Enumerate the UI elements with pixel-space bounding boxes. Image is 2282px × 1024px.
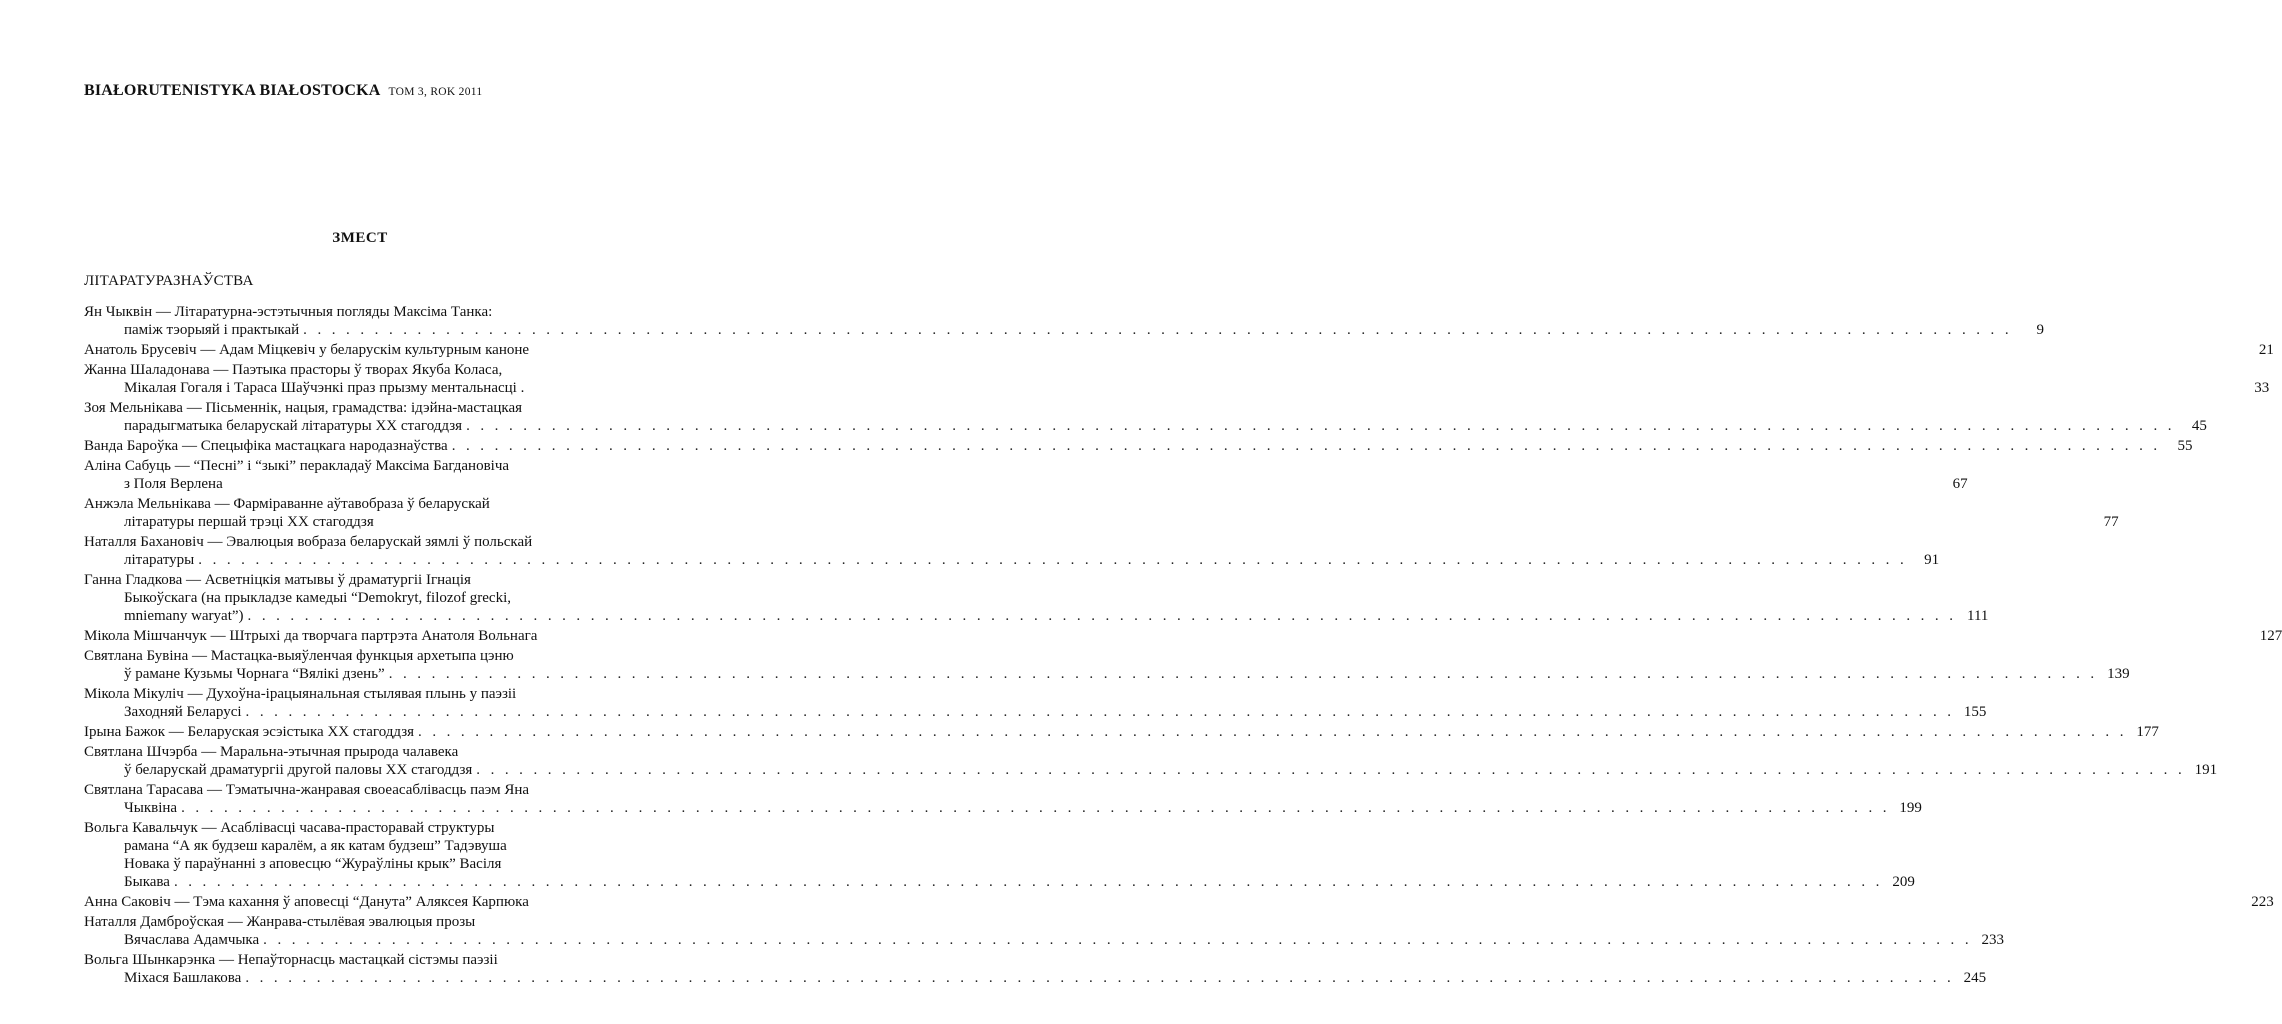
toc-entry[interactable] <box>84 437 2193 455</box>
entry-text: Быкава <box>124 874 170 890</box>
entry-text: Мікалая Гогаля і Тараса Шаўчэнкі праз прызму ментальнасці . <box>124 380 525 396</box>
entry-title-line <box>84 685 632 703</box>
entry-continuation-line <box>84 855 632 873</box>
table-of-contents <box>84 303 2282 989</box>
page-number: 191 <box>2194 762 2218 778</box>
entry-text: Быкоўскага (на прыкладзе камедыі “Demokryt, filozof grecki, <box>124 590 512 606</box>
toc-entry[interactable] <box>84 819 1915 891</box>
entry-text: паміж тэорыяй і практыкай <box>124 322 300 338</box>
entry-title-line <box>84 341 2274 359</box>
dot-leader: . . . . . . . . . . . . . . . . . . . . . . . . . . . . . . . . . . . . . . . . . . . . . . . . . . . . . . . . . . . . . . . . . . . . . . . . . . . . . . . . . . . . . . . . . . . . . . . . . . . . . . . . . . . . . . . . . . . . . . . . <box>247 608 1957 624</box>
entry-title-line <box>84 533 632 551</box>
entry-text: Вольга Кавальчук — Асаблівасці часава-прасторавай структуры <box>84 820 495 836</box>
entry-continuation-line <box>84 551 1940 569</box>
dot-leader: . . . . . . . . . . . . . . . . . . . . . . . . . . . . . . . . . . . . . . . . . . . . . . . . . . . . . . . . . . . . . . . . . . . . . . . . . . . . . . . . . . . . . . . . . . . . . . . . . . . . . . . . . . . . . . . . . . . . . . . . <box>173 874 1883 890</box>
entry-text: Святлана Шчэрба — Маральна-этычная прырода чалавека <box>84 744 459 760</box>
dot-leader: . . . . . . . . . . . . . . . . . . . . . . . . . . . . . . . . . . . . . . . . . . . . . . . . . . . . . . . . . . . . . . . . . . . . . . . . . . . . . . . . . . . . . . . . . . . . . . . . . . . . . . . . . . . . . . . . . . . . . . . . <box>263 932 1973 948</box>
running-header <box>84 82 482 100</box>
entry-continuation-line <box>84 969 1987 987</box>
toc-entry[interactable] <box>84 303 2045 339</box>
page-number: 139 <box>2107 666 2130 682</box>
page-number: 177 <box>2136 724 2159 740</box>
toc-entry[interactable] <box>84 341 2274 359</box>
page-number: 111 <box>1967 608 1989 624</box>
entry-continuation-line <box>84 873 1915 891</box>
page-number: 91 <box>1924 552 1940 568</box>
entry-continuation-line <box>84 513 2119 531</box>
entry-continuation-line <box>84 475 1968 493</box>
page-number: 9 <box>2036 322 2045 338</box>
section-heading: ЛІТАРАТУРАЗНАЎСТВА <box>84 273 254 289</box>
page-number: 77 <box>2103 514 2119 530</box>
entry-text: Ганна Гладкова — Асветніцкія матывы ў драматургіі Ігнація <box>84 572 471 588</box>
dot-leader: . . . . . . . . . . . . . . . . . . . . . . . . . . . . . . . . . . . . . . . . . . . . . . . . . . . . . . . . . . . . . . . . . . . . . . . . . . . . . . . . . . . . . . . . . . . . . . . . . . . . . . . . . . . . . . . . . . . . . . . . <box>418 724 2127 740</box>
page-number: 21 <box>2258 342 2274 358</box>
entry-text: парадыгматыка беларускай літаратуры ХХ стагоддзя <box>124 418 463 434</box>
toc-entry[interactable] <box>84 533 1940 569</box>
entry-text: mniemany waryat”) <box>124 608 244 624</box>
page-number: 55 <box>2177 438 2193 454</box>
toc-entry[interactable] <box>84 951 1987 987</box>
page-number: 45 <box>2191 418 2207 434</box>
entry-continuation-line <box>84 665 2130 683</box>
entry-text: Ванда Бароўка — Спецыфіка мастацкага народазнаўства <box>84 438 448 454</box>
entry-title-line <box>84 893 2274 911</box>
entry-text: Ян Чыквін — Літаратурна-эстэтычныя погляды Максіма Танка: <box>84 304 493 320</box>
toc-entry[interactable] <box>84 399 2207 435</box>
entry-text: Анна Саковіч — Тэма кахання ў аповесці “Данута” Аляксея Карпюка <box>84 894 529 910</box>
entry-continuation-line <box>84 761 2218 779</box>
entry-text: Міхася Башлакова <box>124 970 242 986</box>
toc-entry[interactable] <box>84 495 2119 531</box>
entry-continuation-line <box>84 379 2270 397</box>
toc-entry[interactable] <box>84 743 2218 779</box>
entry-text: Наталля Бахановіч — Эвалюцыя вобраза беларускай зямлі ў польскай <box>84 534 533 550</box>
entry-text: з Поля Верлена <box>124 476 223 492</box>
page-number: 199 <box>1899 800 1922 816</box>
entry-text: ў беларускай драматургіі другой паловы ХХ стагоддзя <box>124 762 473 778</box>
toc-entry[interactable] <box>84 627 2282 645</box>
entry-text: Вольга Шынкарэнка — Непаўторнасць мастацкай сістэмы паэзіі <box>84 952 498 968</box>
entry-text: Анатоль Брусевіч — Адам Міцкевіч у беларускім культурным каноне <box>84 342 530 358</box>
journal-title: BIAŁORUTENISTYKA BIAŁOSTOCKA <box>84 82 381 99</box>
entry-text: Вячаслава Адамчыка <box>124 932 260 948</box>
toc-entry[interactable] <box>84 685 1987 721</box>
entry-title-line <box>84 627 2282 645</box>
page-number: 127 <box>2259 628 2282 644</box>
dot-leader: . . . . . . . . . . . . . . . . . . . . . . . . . . . . . . . . . . . . . . . . . . . . . . . . . . . . . . . . . . . . . . . . . . . . . . . . . . . . . . . . . . . . . . . . . . . . . . . . . . . . . . . . . . . . . . . . . . . . . . . . <box>181 800 1890 816</box>
entry-text: Святлана Бувіна — Мастацка-выяўленчая функцыя архетыпа цэню <box>84 648 514 664</box>
toc-entry[interactable] <box>84 723 2159 741</box>
entry-text: Чыквіна <box>124 800 178 816</box>
page-number: 33 <box>2254 380 2270 396</box>
entry-continuation-line <box>84 837 632 855</box>
dot-leader: . . . . . . . . . . . . . . . . . . . . . . . . . . . . . . . . . . . . . . . . . . . . . . . . . . . . . . . . . . . . . . . . . . . . . . . . . . . . . . . . . . . . . . . . . . . . . . . . . . . . . . . . . . . . . . . . . . . . . . . . <box>451 438 2161 454</box>
entry-text: Зоя Мельнікава — Пісьменнік, нацыя, грамадства: ідэйна-мастацкая <box>84 400 523 416</box>
entry-text: Анжэла Мельнікава — Фарміраванне аўтавобраза ў беларускай <box>84 496 490 512</box>
entry-continuation-line <box>84 607 1989 625</box>
entry-continuation-line <box>84 321 2045 339</box>
dot-leader: . . . . . . . . . . . . . . . . . . . . . . . . . . . . . . . . . . . . . . . . . . . . . . . . . . . . . . . . . . . . . . . . . . . . . . . . . . . . . . . . . . . . . . . . . . . . . . . . . . . . . . . . . . . . . . . . . . . . . . . . <box>466 418 2175 434</box>
dot-leader: . . . . . . . . . . . . . . . . . . . . . . . . . . . . . . . . . . . . . . . . . . . . . . . . . . . . . . . . . . . . . . . . . . . . . . . . . . . . . . . . . . . . . . . . . . . . . . . . . . . . . . . . . . . . . . . . . . . . . . . . <box>198 552 1908 568</box>
dot-leader: . . . . . . . . . . . . . . . . . . . . . . . . . . . . . . . . . . . . . . . . . . . . . . . . . . . . . . . . . . . . . . . . . . . . . . . . . . . . . . . . . . . . . . . . . . . . . . . . . . . . . . . . . . . . . . . . . . . . . . . . <box>476 762 2186 778</box>
entry-text: літаратуры <box>124 552 195 568</box>
entry-continuation-line <box>84 931 2005 949</box>
page-number: 233 <box>1981 932 2005 948</box>
entry-continuation-line <box>84 703 1987 721</box>
page-number: 67 <box>1952 476 1968 492</box>
entry-title-line <box>84 495 632 513</box>
entry-continuation-line <box>84 589 632 607</box>
entry-title-line <box>84 437 2193 455</box>
volume-info: TOM 3, ROK 2011 <box>388 86 483 98</box>
entry-title-line <box>84 361 632 379</box>
entry-title-line <box>84 723 2159 741</box>
toc-entry[interactable] <box>84 361 2270 397</box>
toc-entry[interactable] <box>84 457 1968 493</box>
entry-text: Аліна Сабуць — “Песні” і “зыкі” перакладаў Максіма Багдановіча <box>84 458 510 474</box>
entry-text: Жанна Шаладонава — Паэтыка прасторы ў творах Якуба Коласа, <box>84 362 503 378</box>
dot-leader: . . . . . . . . . . . . . . . . . . . . . . . . . . . . . . . . . . . . . . . . . . . . . . . . . . . . . . . . . . . . . . . . . . . . . . . . . . . . . . . . . . . . . . . . . . . . . . . . . . . . . . . . . . . . . . . . . . . . . . . . <box>303 322 2013 338</box>
page-number: 155 <box>1963 704 1987 720</box>
entry-text: Заходняй Беларусі <box>124 704 242 720</box>
dot-leader: . . . . . . . . . . . . . . . . . . . . . . . . . . . . . . . . . . . . . . . . . . . . . . . . . . . . . . . . . . . . . . . . . . . . . . . . . . . . . . . . . . . . . . . . . . . . . . . . . . . . . . . . . . . . . . . . . . . . . . . . <box>388 666 2098 682</box>
entry-text: Мікола Мішчанчук — Штрыхі да творчага партрэта Анатоля Вольнага <box>84 628 538 644</box>
entry-text: Наталля Дамброўская — Жанрава-стылёвая эвалюцыя прозы <box>84 914 476 930</box>
entry-title-line <box>84 571 632 589</box>
toc-entry[interactable] <box>84 571 1989 625</box>
entry-title-line <box>84 913 632 931</box>
entry-continuation-line <box>84 799 1922 817</box>
entry-text: ў рамане Кузьмы Чорнага “Вялікі дзень” <box>124 666 385 682</box>
entry-title-line <box>84 951 632 969</box>
entry-title-line <box>84 399 632 417</box>
toc-entry[interactable] <box>84 647 2130 683</box>
page-number: 245 <box>1963 970 1987 986</box>
entry-title-line <box>84 303 632 321</box>
entry-title-line <box>84 457 632 475</box>
page-title: ЗМЕСТ <box>332 230 388 246</box>
entry-text: літаратуры першай трэці ХХ стагоддзя <box>124 514 374 530</box>
toc-entry[interactable] <box>84 913 2005 949</box>
page-number: 223 <box>2251 894 2274 910</box>
entry-title-line <box>84 819 632 837</box>
entry-title-line <box>84 743 632 761</box>
toc-entry[interactable] <box>84 781 1922 817</box>
entry-title-line <box>84 781 632 799</box>
entry-text: рамана “А як будзеш каралём, а як катам будзеш” Тадэвуша <box>124 838 507 854</box>
entry-text: Святлана Тарасава — Тэматычна-жанравая своеасаблівасць паэм Яна <box>84 782 530 798</box>
entry-title-line <box>84 647 632 665</box>
entry-continuation-line <box>84 417 2207 435</box>
toc-entry[interactable] <box>84 893 2274 911</box>
entry-text: Мікола Мікуліч — Духоўна-ірацыянальная стылявая плынь у паэзіі <box>84 686 517 702</box>
entry-text: Ірына Бажок — Беларуская эсэістыка ХХ стагоддзя <box>84 724 415 740</box>
page-number: 209 <box>1892 874 1915 890</box>
dot-leader: . . . . . . . . . . . . . . . . . . . . . . . . . . . . . . . . . . . . . . . . . . . . . . . . . . . . . . . . . . . . . . . . . . . . . . . . . . . . . . . . . . . . . . . . . . . . . . . . . . . . . . . . . . . . . . . . . . . . . . . . <box>245 970 1955 986</box>
entry-text: Новака ў параўнанні з аповесцю “Жураўліны крык” Васіля <box>124 856 502 872</box>
dot-leader: . . . . . . . . . . . . . . . . . . . . . . . . . . . . . . . . . . . . . . . . . . . . . . . . . . . . . . . . . . . . . . . . . . . . . . . . . . . . . . . . . . . . . . . . . . . . . . . . . . . . . . . . . . . . . . . . . . . . . . . . <box>245 704 1955 720</box>
